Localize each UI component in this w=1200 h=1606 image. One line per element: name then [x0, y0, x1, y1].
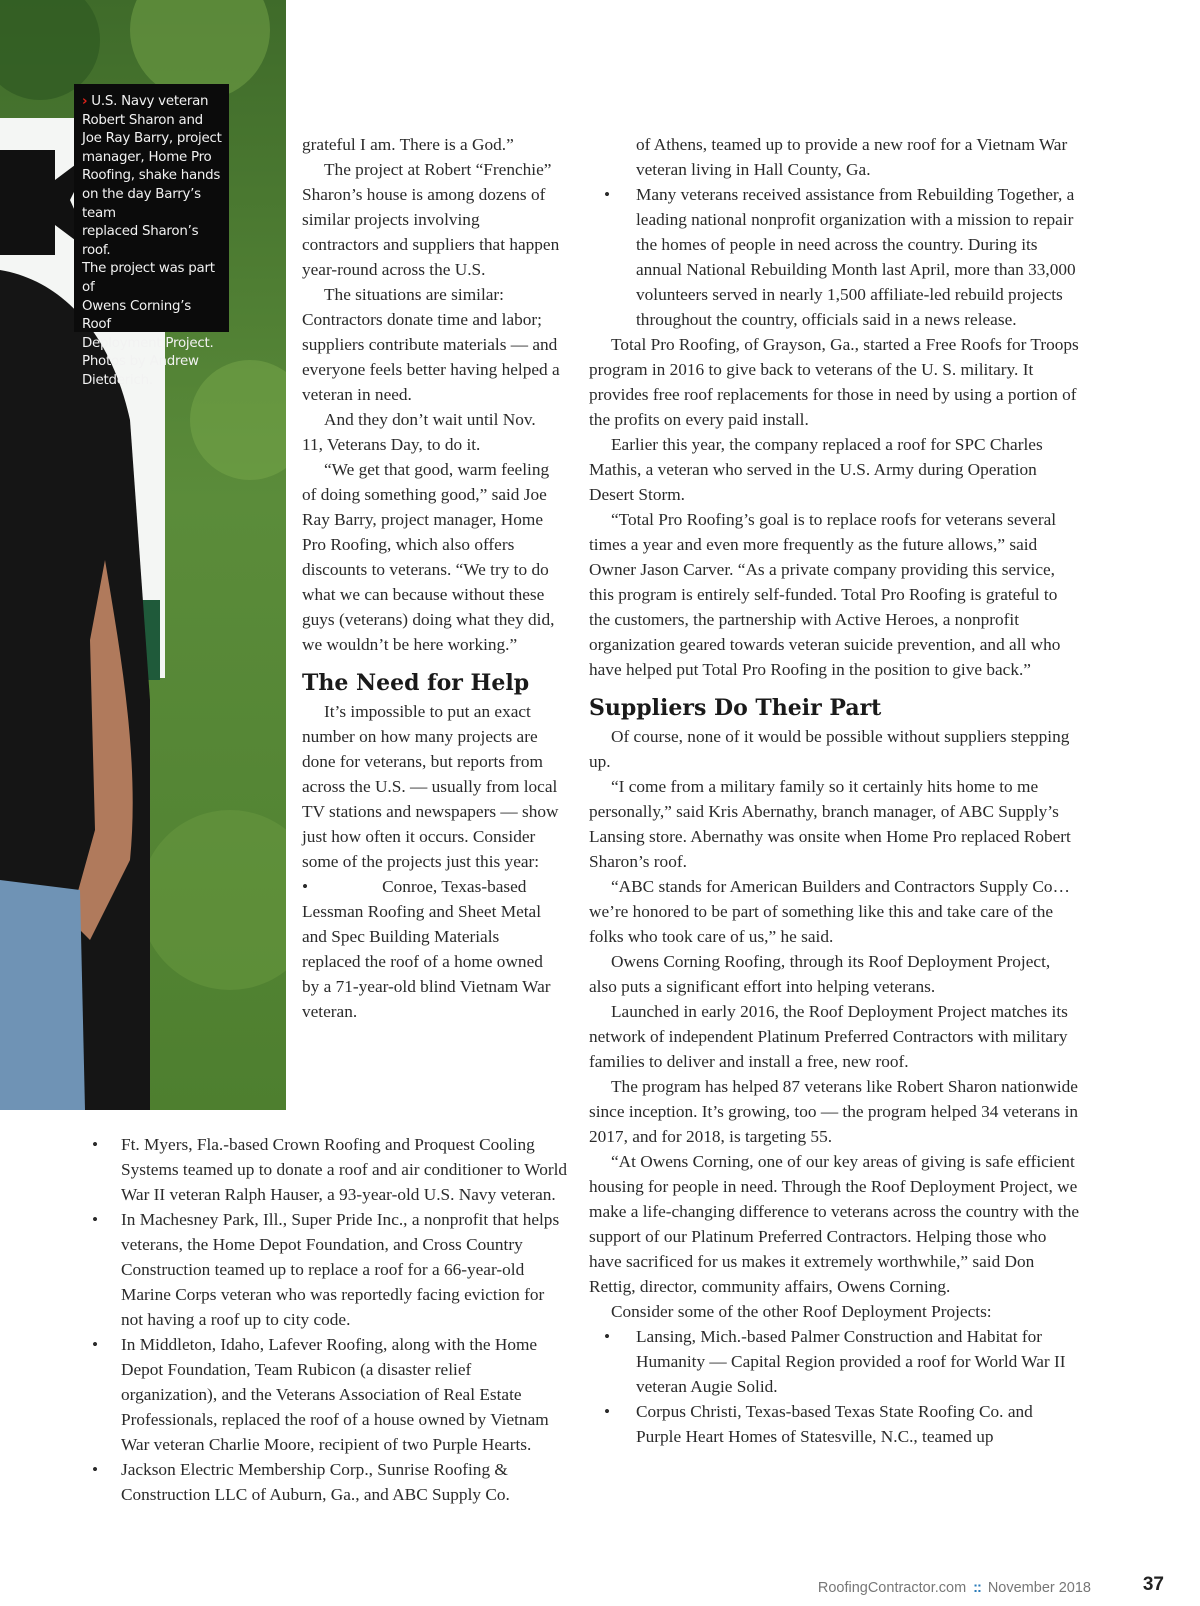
caption-line: Owens Corning’s Roof — [82, 298, 191, 333]
footer-site: RoofingContractor.com — [817, 1580, 967, 1596]
bullet-dot: • — [302, 877, 309, 896]
paragraph: “We get that good, warm feeling of doing something good,” said Joe Ray Barry, project manager, Home Pro Roofing, which also offers discounts to veterans. “We try to do what we can because without these guys (veterans) doing what they did, we wouldn’t be here working.” — [302, 460, 555, 654]
bullet-text: Conroe, Texas-based Lessman Roofing and Sheet Metal and Spec Building Materials replaced the roof of a home owned by a 71-year-old blind Vietnam War veteran. — [302, 877, 551, 1021]
bullet-dot: • — [92, 1135, 99, 1154]
caption-arrow-icon: › — [82, 94, 88, 109]
bullet-dot: • — [604, 185, 611, 204]
bullet-dot: • — [604, 1327, 611, 1346]
paragraph: It’s impossible to put an exact number on how many projects are done for veterans, but reports from across the U.S. — usually from local TV stations and newspapers — show just how often it occurs. Consider some of the projects just this year: — [302, 702, 559, 871]
bullet-text: Lansing, Mich.-based Palmer Construction and Habitat for Humanity — Capital Region provided a roof for World War II veteran Augie Solid. — [636, 1327, 1066, 1396]
bullet-text: Ft. Myers, Fla.-based Crown Roofing and Proquest Cooling Systems teamed up to donate a roof and air conditioner to World War II veteran Ralph Hauser, a 93-year-old U.S. Navy veteran. — [121, 1135, 568, 1204]
bullet-text: Many veterans received assistance from Rebuilding Together, a leading national nonprofit organization with a mission to repair the homes of people in need across the country. During its annual National Rebuilding Month last April, more than 33,000 volunteers served in nearly 1,500 affiliate-led rebuild projects throughout the country, officials said in a news release. — [636, 185, 1076, 329]
bullet-item — [589, 1324, 1081, 1399]
paragraph: Earlier this year, the company replaced a roof for SPC Charles Mathis, a veteran who served in the U.S. Army during Operation Desert Storm. — [589, 435, 1043, 504]
caption-line: Robert Sharon and — [82, 112, 203, 128]
paragraph: The program has helped 87 veterans like Robert Sharon nationwide since inception. It’s growing, too — the program helped 34 veterans in 2017, and for 2018, is targeting 55. — [589, 1077, 1079, 1146]
paragraph: Launched in early 2016, the Roof Deployment Project matches its network of independent Platinum Preferred Contractors with military families to deliver and install a free, new roof. — [589, 1002, 1068, 1071]
caption-line: Roofing, shake hands — [82, 168, 221, 184]
bullet-dot: • — [604, 1402, 611, 1421]
page-footer — [818, 1580, 1091, 1596]
paragraph: The situations are similar: Contractors donate time and labor; suppliers contribute materials — and everyone feels better having helped a veteran in need. — [302, 285, 560, 404]
bullet-text: Jackson Electric Membership Corp., Sunrise Roofing & Construction LLC of Auburn, Ga., and ABC Supply Co. — [121, 1460, 510, 1504]
footer-separator: :: — [973, 1580, 981, 1596]
paragraph: “Total Pro Roofing’s goal is to replace roofs for veterans several times a year and even more frequently as the future allows,” said Owner Jason Carver. “As a private company providing this service, this program is entirely self-funded. Total Pro Roofing is grateful to the customers, the partnership with Active Heroes, a nonprofit organization geared towards veteran suicide prevention, and all who have helped put Total Pro Roofing in the position to give back.” — [589, 510, 1061, 679]
bullet-item — [89, 1457, 569, 1507]
bullet-continuation: of Athens, teamed up to provide a new roof for a Vietnam War veteran living in Hall County, Ga. — [636, 135, 1068, 179]
paragraph: Total Pro Roofing, of Grayson, Ga., started a Free Roofs for Troops program in 2016 to give back to veterans of the U. S. military. It provides free roof replacements for those in need by using a portion of the profits on every paid install. — [589, 335, 1079, 429]
caption-line: manager, Home Pro — [82, 149, 212, 165]
paragraph: The project at Robert “Frenchie” Sharon’s house is among dozens of similar projects involving contractors and suppliers that happen year-round across the U.S. — [302, 160, 560, 279]
bullet-dot: • — [92, 1210, 99, 1229]
bullet-item — [589, 182, 1081, 332]
paragraph: “ABC stands for American Builders and Contractors Supply Co…we’re honored to be part of something like this and take care of the folks who took care of us,” he said. — [589, 877, 1070, 946]
caption-line: Deployment Project. — [82, 335, 214, 351]
section-heading-suppliers: Suppliers Do Their Part — [589, 695, 882, 721]
page-number: 37 — [1142, 1574, 1164, 1595]
caption-line: on the day Barry’s team — [82, 186, 201, 221]
paragraph: Of course, none of it would be possible without suppliers stepping up. — [589, 727, 1070, 771]
article-column-2 — [589, 132, 1081, 1449]
bullet-dot: • — [92, 1335, 99, 1354]
caption-line: Dietderich. — [82, 372, 153, 388]
bullet-text: In Machesney Park, Ill., Super Pride Inc., a nonprofit that helps veterans, the Home Depot Foundation, and Cross Country Construction teamed up to replace a roof for a 66-year-old Marine Corps veteran who was reportedly facing eviction for not having a roof up to city code. — [121, 1210, 560, 1329]
paragraph: “At Owens Corning, one of our key areas of giving is safe efficient housing for people in need. Through the Roof Deployment Project, we make a life-changing difference to veterans across the country with the support of our Platinum Preferred Contractors. Helping those who have sacrificed for us makes it extremely worthwhile,” said Don Rettig, director, community affairs, Owens Corning. — [589, 1152, 1080, 1296]
caption-line: The project was part of — [82, 261, 215, 295]
article-column-1-continued — [89, 1132, 569, 1507]
section-heading-need-for-help: The Need for Help — [302, 670, 530, 696]
caption-line: U.S. Navy veteran — [91, 94, 209, 109]
bullet-item — [89, 1332, 569, 1457]
paragraph: grateful I am. There is a God.” — [302, 135, 514, 154]
caption-line: Photos by Andrew — [82, 354, 199, 370]
paragraph: “I come from a military family so it certainly hits home to me personally,” said Kris Abernathy, branch manager, of ABC Supply’s Lansing store. Abernathy was onsite when Home Pro replaced Robert Sharon’s roof. — [589, 777, 1071, 871]
bullet-item — [589, 1399, 1081, 1449]
caption-line: replaced Sharon’s roof. — [82, 224, 199, 258]
article-column-1 — [302, 132, 560, 1024]
footer-date: November 2018 — [987, 1580, 1091, 1596]
paragraph: Owens Corning Roofing, through its Roof Deployment Project, also puts a significant effort into helping veterans. — [589, 952, 1051, 996]
bullet-text: In Middleton, Idaho, Lafever Roofing, along with the Home Depot Foundation, Team Rubicon (a disaster relief organization), and the Veterans Association of Real Estate Professionals, replaced the roof of a house owned by Vietnam War veteran Charlie Moore, recipient of two Purple Hearts. — [121, 1335, 549, 1454]
paragraph: Consider some of the other Roof Deployment Projects: — [611, 1302, 992, 1321]
bullet-item — [89, 1207, 569, 1332]
photo-caption — [74, 84, 229, 388]
caption-line: Joe Ray Barry, project — [82, 131, 222, 147]
bullet-item — [89, 1132, 569, 1207]
bullet-text: Corpus Christi, Texas-based Texas State Roofing Co. and Purple Heart Homes of Statesville, N.C., teamed up — [636, 1402, 1033, 1446]
paragraph: And they don’t wait until Nov. 11, Veterans Day, to do it. — [302, 410, 536, 454]
bullet-dot: • — [92, 1460, 99, 1479]
bullet-item — [302, 874, 560, 1024]
